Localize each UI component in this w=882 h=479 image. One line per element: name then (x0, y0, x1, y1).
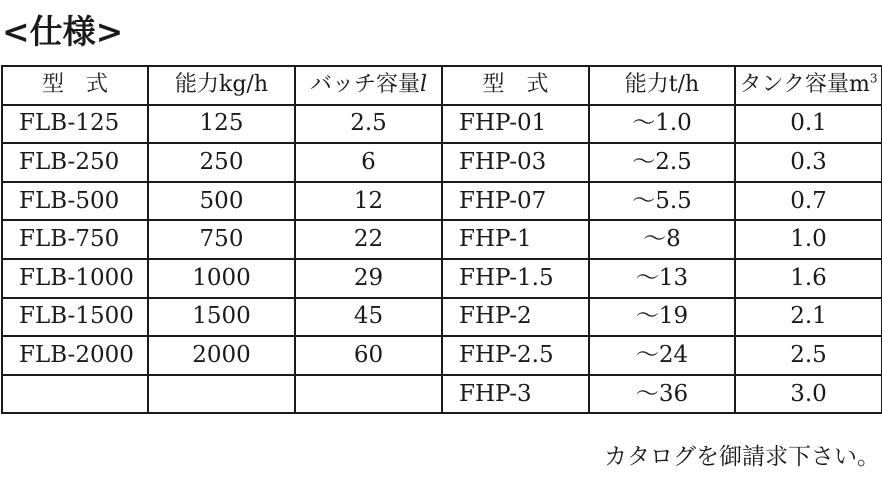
cell-flb-capacity: 500 (148, 182, 295, 221)
table-row (2, 298, 882, 337)
cell-tank-capacity: 3.0 (735, 375, 882, 414)
header-batch-label: バッチ容量 (309, 72, 420, 98)
cell-flb-model (2, 375, 148, 414)
cell-flb-capacity: 2000 (148, 336, 295, 375)
table-row (2, 143, 882, 182)
cell-fhp-capacity: ～19 (589, 298, 735, 337)
cell-batch-capacity: 22 (295, 220, 442, 259)
cell-batch-capacity (295, 375, 442, 414)
cell-flb-model: FLB-750 (2, 220, 148, 259)
spec-table (1, 65, 882, 414)
table-row (2, 259, 882, 298)
cell-tank-capacity: 0.1 (735, 105, 882, 144)
header-capacity-left: 能力kg/h (148, 66, 295, 105)
cell-fhp-model: FHP-3 (442, 375, 589, 414)
cell-tank-capacity: 2.5 (735, 336, 882, 375)
cell-batch-capacity: 60 (295, 336, 442, 375)
cell-flb-model: FLB-500 (2, 182, 148, 221)
cell-batch-capacity: 6 (295, 143, 442, 182)
cell-batch-capacity: 2.5 (295, 105, 442, 144)
cell-flb-capacity: 750 (148, 220, 295, 259)
cell-fhp-model: FHP-01 (442, 105, 589, 144)
page-title: <仕様> (2, 12, 124, 51)
cell-flb-model: FLB-2000 (2, 336, 148, 375)
cell-flb-model: FLB-1500 (2, 298, 148, 337)
cell-fhp-model: FHP-2.5 (442, 336, 589, 375)
cell-tank-capacity: 0.3 (735, 143, 882, 182)
cell-tank-capacity: 2.1 (735, 298, 882, 337)
cell-flb-model: FLB-250 (2, 143, 148, 182)
cell-flb-capacity: 125 (148, 105, 295, 144)
cell-fhp-capacity: ～36 (589, 375, 735, 414)
cell-flb-capacity: 250 (148, 143, 295, 182)
cell-fhp-model: FHP-1 (442, 220, 589, 259)
table-row (2, 182, 882, 221)
cell-fhp-model: FHP-03 (442, 143, 589, 182)
table-row (2, 105, 882, 144)
cell-tank-capacity: 1.0 (735, 220, 882, 259)
cell-flb-capacity (148, 375, 295, 414)
cell-fhp-capacity: ～1.0 (589, 105, 735, 144)
catalog-request-note: カタログを御請求下さい。 (604, 444, 880, 470)
table-row (2, 375, 882, 414)
cell-flb-model: FLB-125 (2, 105, 148, 144)
header-batch-capacity (295, 66, 442, 105)
cell-fhp-capacity: ～8 (589, 220, 735, 259)
header-batch-unit: l (419, 72, 428, 98)
cell-batch-capacity: 45 (295, 298, 442, 337)
cell-flb-capacity: 1000 (148, 259, 295, 298)
table-header-row (2, 66, 882, 105)
cell-fhp-capacity: ～5.5 (589, 182, 735, 221)
cell-fhp-model: FHP-07 (442, 182, 589, 221)
header-tank-label: タンク容量m (739, 72, 870, 98)
table-row (2, 336, 882, 375)
cell-fhp-model: FHP-1.5 (442, 259, 589, 298)
header-tank-capacity (735, 66, 882, 105)
cell-batch-capacity: 29 (295, 259, 442, 298)
header-model-right: 型 式 (442, 66, 589, 105)
table-row (2, 220, 882, 259)
cell-tank-capacity: 0.7 (735, 182, 882, 221)
cell-flb-capacity: 1500 (148, 298, 295, 337)
header-tank-unit-sup: 3 (869, 71, 878, 86)
header-model-left: 型 式 (2, 66, 148, 105)
cell-fhp-model: FHP-2 (442, 298, 589, 337)
cell-batch-capacity: 12 (295, 182, 442, 221)
cell-tank-capacity: 1.6 (735, 259, 882, 298)
cell-flb-model: FLB-1000 (2, 259, 148, 298)
cell-fhp-capacity: ～2.5 (589, 143, 735, 182)
cell-fhp-capacity: ～13 (589, 259, 735, 298)
cell-fhp-capacity: ～24 (589, 336, 735, 375)
header-capacity-right: 能力t/h (589, 66, 735, 105)
